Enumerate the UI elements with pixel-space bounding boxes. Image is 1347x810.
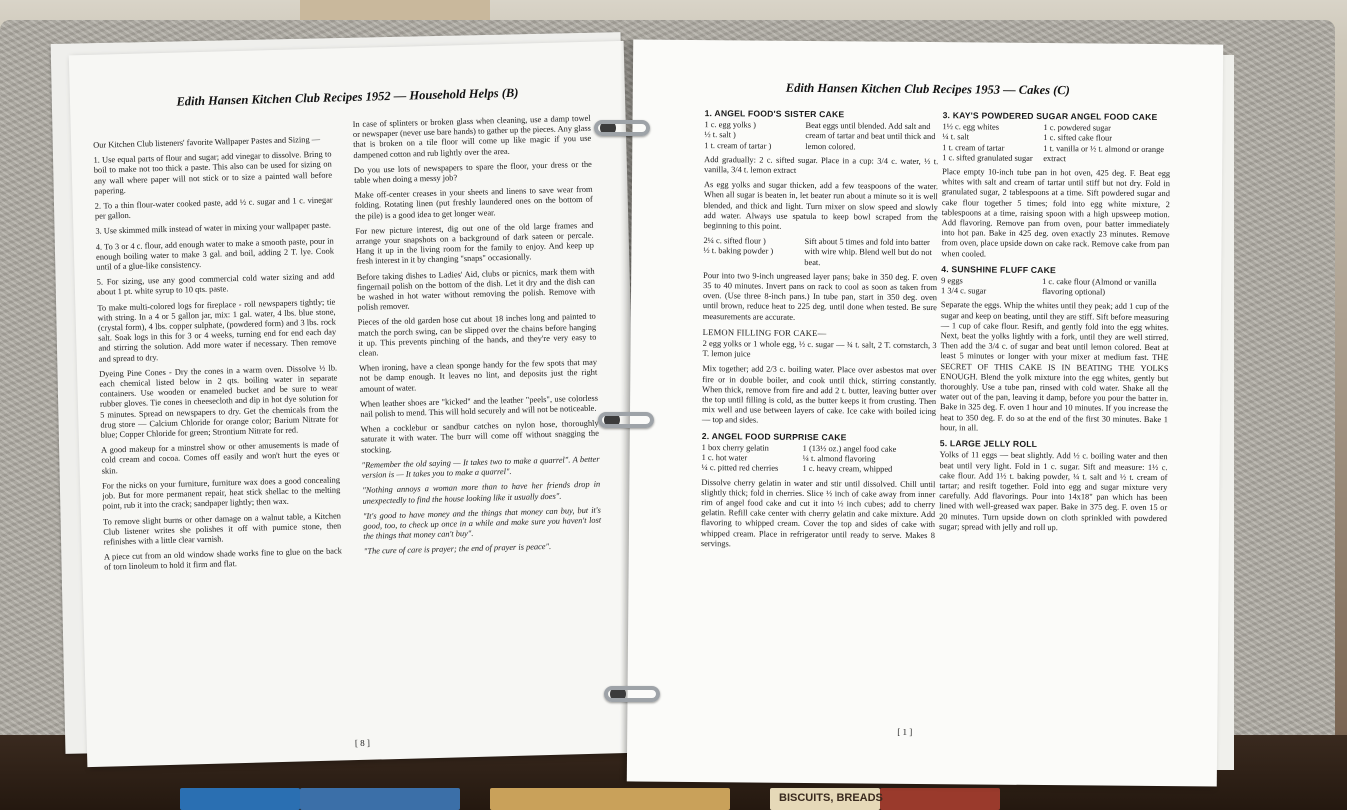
right-page-title: Edith Hansen Kitchen Club Recipes 1953 — Cakes (C)	[785, 80, 1070, 98]
quote: "Nothing annoys a woman more than to have her friends drop in unexpectedly to find the house looking like it usually does".	[362, 479, 601, 506]
quote: "The cure of care is prayer; the end of prayer is peace".	[363, 542, 552, 557]
binder-ring	[604, 686, 660, 702]
paragraph: Our Kitchen Club listeners' favorite Wallpaper Pastes and Sizing —	[93, 134, 321, 150]
recipe-title: 5. LARGE JELLY ROLL	[939, 438, 1038, 450]
paragraph: 1. Use equal parts of flour and sugar; add vinegar to dissolve. Bring to boil to make not too thick a paste. This also can be used for sizing on any wall where paper will not stick or to size a painted wall before papering.	[93, 149, 333, 196]
paragraph: When a cocklebur or sandbur catches on nylon hose, thoroughly saturate it with water. The burr will come off without snagging the stocking.	[360, 418, 599, 455]
ingredient-list: 9 eggs 1 3/4 c. sugar	[941, 276, 987, 296]
ingredient-list: 1 box cherry gelatin 1 c. hot water ¼ c. pitted red cherries	[701, 442, 779, 474]
ingredient-list: 1 (13½ oz.) angel food cake ¼ t. almond flavoring 1 c. heavy cream, whipped	[802, 443, 897, 475]
right-page-number: [ 1 ]	[897, 726, 913, 737]
paragraph: Pour into two 9-inch ungreased layer pans; bake in 350 deg. F. oven 35 to 40 minutes. Invert pans on rack to cool as soon as taken from oven. (Use three 8-inch pans.) In tube pan, start in 350 deg. oven until brown, reduce heat to 225 deg. until done when tested. Be sure measurements are accurate.	[702, 270, 938, 322]
book-spine	[180, 788, 300, 810]
book-spine	[300, 788, 460, 810]
paragraph: For the nicks on your furniture, furniture wax does a good concealing job. But for more permanent repair, heat stick shellac to the melting point, rub it into the crack; sandpaper lightly; then wax.	[101, 475, 341, 511]
instruction: Sift about 5 times and fold into batter with wire whip. Blend well but do not beat.	[804, 237, 932, 267]
paragraph: Yolks of 11 eggs — beat slightly. Add ½ c. boiling water and then beat until very light. Fold in 1 c. sugar. Sift and measure: 1½ c. cake flour. Add 1½ t. baking powder, ¼ t. salt and ½ t. cream of tartar; and resift together. Fold into egg and sugar mixture very carefully. Add flavorings. Pour into 14x18" pan which has been lined with well-greased wax paper. Bake in 375 deg. F. oven 15 or 20 minutes. Turn upside down on cloth sprinkled with powdered sugar; spread with jelly and roll up.	[938, 450, 1168, 532]
ingredient-list: 1½ c. egg whites ¼ t. salt 1 t. cream of tartar 1 c. sifted granulated sugar	[942, 122, 1033, 163]
paragraph: Dissolve cherry gelatin in water and stir until dissolved. Chill until slightly thick; fold in cherries. Slice ½ inch of cake away from inner rim of angel food cake and cut it into ½ inch cubes; add to cherry gelatin. Refill cake center with cherry gelatin and cake mixture. Add flavoring to whipped cream. Cover the top and sides of cake with whipped cream. Place in refrigerator until ready to serve. Makes 8 servings.	[700, 477, 936, 549]
ingredient-list: 2¼ c. sifted flour ) ½ t. baking powder )	[703, 236, 774, 257]
paragraph: When leather shoes are "kicked" and the leather "peels", use colorless nail polish to mend. This will hold securely and will not be noticeable.	[359, 393, 599, 419]
paragraph: A piece cut from an old window shade works fine to glue on the back of torn linoleum to hold it firm and flat.	[103, 546, 342, 572]
paragraph: A good makeup for a minstrel show or other amusements is made of cold cream and cocoa. Comes off easily and won't hurt the eyes or skin.	[101, 439, 340, 476]
book-spine	[490, 788, 730, 810]
paragraph: 4. To 3 or 4 c. flour, add enough water to make a smooth paste, pour in enough boiling water to make 3 gal. and boil, adding 2 T. lye. Cook until of a glue-like consistency.	[95, 236, 335, 272]
right-page[interactable]	[627, 39, 1223, 786]
quote: "Remember the old saying — It takes two to make a quarrel". A better version is — It takes you to make a quarrel".	[361, 454, 600, 480]
ingredient-list: 1 c. egg yolks ) ½ t. salt ) 1 t. cream of tartar )	[704, 120, 772, 151]
left-page[interactable]	[69, 41, 642, 767]
paragraph: 2. To a thin flour-water cooked paste, add ½ c. sugar and 1 c. vinegar per gallon.	[94, 195, 333, 221]
paragraph: In case of splinters or broken glass when cleaning, use a damp towel or newspaper (never use bare hands) to gather up the pieces. Any glass that is broken on a tile floor will come up like magic if you use dampened cotton and rub lightly over the area.	[352, 113, 592, 160]
paragraph: Mix together; add 2/3 c. boiling water. Place over asbestos mat over fire or in double boiler, and cook until thick, stirring constantly. When thick, remove from fire and add 2 t. butter, leaving butter over the top until filling is cold, as the butter keeps it from crusting. Then mix well and use between layers of cake. Ice cake with boiled icing — top and sides.	[701, 364, 937, 426]
right-col-1	[701, 106, 939, 556]
left-col-1	[93, 135, 342, 579]
ingredient-list: 1 c. cake flour (Almond or vanilla flavoring optional)	[1042, 277, 1157, 297]
binder-ring	[598, 412, 654, 428]
paragraph: As egg yolks and sugar thicken, add a few teaspoons of the water. When all sugar is beaten in, let beater run about a minute so it is well blended, and thick and light. Turn mixer on slow speed and slowly add water. Always use spatula to keep bowl scraped from the beginning to this point.	[703, 180, 939, 231]
recipe-title: 4. SUNSHINE FLUFF CAKE	[941, 263, 1056, 275]
paragraph: Add gradually: 2 c. sifted sugar. Place in a cup: 3/4 c. water, ½ t. vanilla, 3/4 t. lemon extract	[704, 154, 939, 175]
paragraph: 5. For sizing, use any good commercial cold water sizing and add about 1 pt. white syrup to 10 qts. paste.	[96, 271, 335, 298]
ingredient-list: 2 egg yolks or 1 whole egg, ½ c. sugar — ¾ t. salt, 2 T. cornstarch, 3 T. lemon juice	[702, 339, 937, 359]
paragraph: Do you use lots of newspapers to spare the floor, your dress or the table when doing a messy job?	[353, 159, 592, 185]
paragraph: Place empty 10-inch tube pan in hot oven, 425 deg. F. Beat egg whites with salt and cream of tartar until stiff but not dry. Fold in granulated sugar, 2 tablespoons at a time. Sift powdered sugar and cake flour together 5 times; fold into egg white mixture, 2 tablespoons at a time, raising spoon with a high upsweep motion. Add flavoring. Remove pan from oven, pour batter immediately into hot pan. Bake in 425 deg. oven exactly 23 minutes. Remove from oven, place upside down on cake rack. Remove cake from pan when cooled.	[941, 167, 1171, 259]
paragraph: Dyeing Pine Cones - Dry the cones in a warm oven. Dissolve ½ lb. each chemical listed below in 2 qts. boiling water in separate containers. Use wooden or enameled bucket and be sure to wear rubber gloves. Tie cones in cheesecloth and dip in hot dye solution for 5 minutes. Spread on newspapers to dry. Get the chemicals from the drug store — Calcium Chloride for orange color; Barium Nitrate for blue; Copper Chloride for green; Strontium Nitrate for red.	[99, 363, 339, 440]
instruction: Beat eggs until blended. Add salt and cream of tartar and beat until thick and lemon colored.	[805, 121, 936, 151]
paragraph: Pieces of the old garden hose cut about 18 inches long and painted to match the porch swing, can be slipped over the chains before hanging it up. This prevents pinching of the hands, and they're very easy to clean.	[357, 312, 597, 358]
right-col-2	[939, 108, 1171, 539]
paragraph: Make off-center creases in your sheets and linens to save wear from folding. Rotating linen (put freshly laundered ones on the bottom of the pile) is a good idea to get longer wear.	[354, 184, 593, 221]
left-col-2	[353, 114, 603, 563]
paragraph: Before taking dishes to Ladies' Aid, clubs or picnics, mark them with fingernail polish on the bottom of the dish. Let it dry and the dish can be washed in hot water without removing the polish. Remove with polish remover.	[356, 266, 596, 313]
book-spine-label: BISCUITS, BREADS	[779, 792, 883, 804]
ingredient-list: 1 c. powdered sugar 1 c. sifted cake flour 1 t. vanilla or ½ t. almond or orange extract	[1043, 123, 1165, 164]
subrecipe-title: LEMON FILLING FOR CAKE—	[702, 326, 827, 338]
paragraph: For new picture interest, dig out one of the old large frames and arrange your snapshots on a background of dark sateen or percale. Hang it up in the living room for the family to enjoy. And keep up fresh interest in it by changing "snaps" occasionally.	[355, 220, 595, 267]
left-page-number: [ 8 ]	[354, 737, 371, 749]
paragraph: To make multi-colored logs for fireplace - roll newspapers tightly; tie with string. In a 4 or 5 gallon jar, mix: 1 gal. water, 4 lbs. blue stone, (crystal form), 4 lbs. copper sulphate, (powdered form) and 3 lbs. rock salt. Soak logs in this for 3 or 4 weeks, turning end for end each day and stirring the solution. Add more water if necessary. Then remove and spread to dry.	[97, 297, 337, 364]
recipe-title: 2. ANGEL FOOD SURPRISE CAKE	[701, 430, 847, 443]
paragraph: Separate the eggs. Whip the whites until they peak; add 1 cup of the sugar and keep on beating, until they are stiff. Sift before measuring — 1 cup of cake flour. Resift, and gently fold into the egg whites. Next, beat the yolks lightly with a fork, until they are well stirred. Then add the 3/4 c. of sugar and beat until lemon colored. Beat at least 5 minutes or longer with your mixer at medium fast. THE SECRET OF THIS CAKE IS IN BEATING THE YOLKS ENOUGH. Blend the yolk mixture into the egg whites, gently but thoroughly. Use a tube pan, rinsed with cold water. Shake all the water out of the pan, leaving it damp, before you pour the batter in. Bake in 325 deg. F. oven 1 hour and 10 minutes. If you increase the heat to 350 deg. F. do so at the end of the first 30 minutes. Bake 1 hour, in all.	[939, 300, 1169, 433]
recipe-title: 3. KAY'S POWDERED SUGAR ANGEL FOOD CAKE	[942, 110, 1158, 123]
book-spine	[880, 788, 1000, 810]
paragraph: To remove slight burns or other damage on a walnut table, a Kitchen Club listener writes she polishes it off with pumice stone, then refinishes with a little clear varnish.	[102, 510, 342, 547]
paragraph: When ironing, have a clean sponge handy for the few spots that may not be damp enough. It leaves no lint, and deposits just the right amount of water.	[358, 357, 598, 394]
paragraph: 3. Use skimmed milk instead of water in mixing your wallpaper paste.	[95, 221, 332, 237]
recipe-title: 1. ANGEL FOOD'S SISTER CAKE	[704, 108, 845, 120]
left-page-title: Edith Hansen Kitchen Club Recipes 1952 — Household Helps (B)	[176, 85, 519, 109]
quote: "It's good to have money and the things that money can buy, but it's good, too, to check up once in a while and make sure you haven't lost the things that money can't buy".	[362, 505, 602, 541]
binder-ring	[594, 120, 650, 136]
